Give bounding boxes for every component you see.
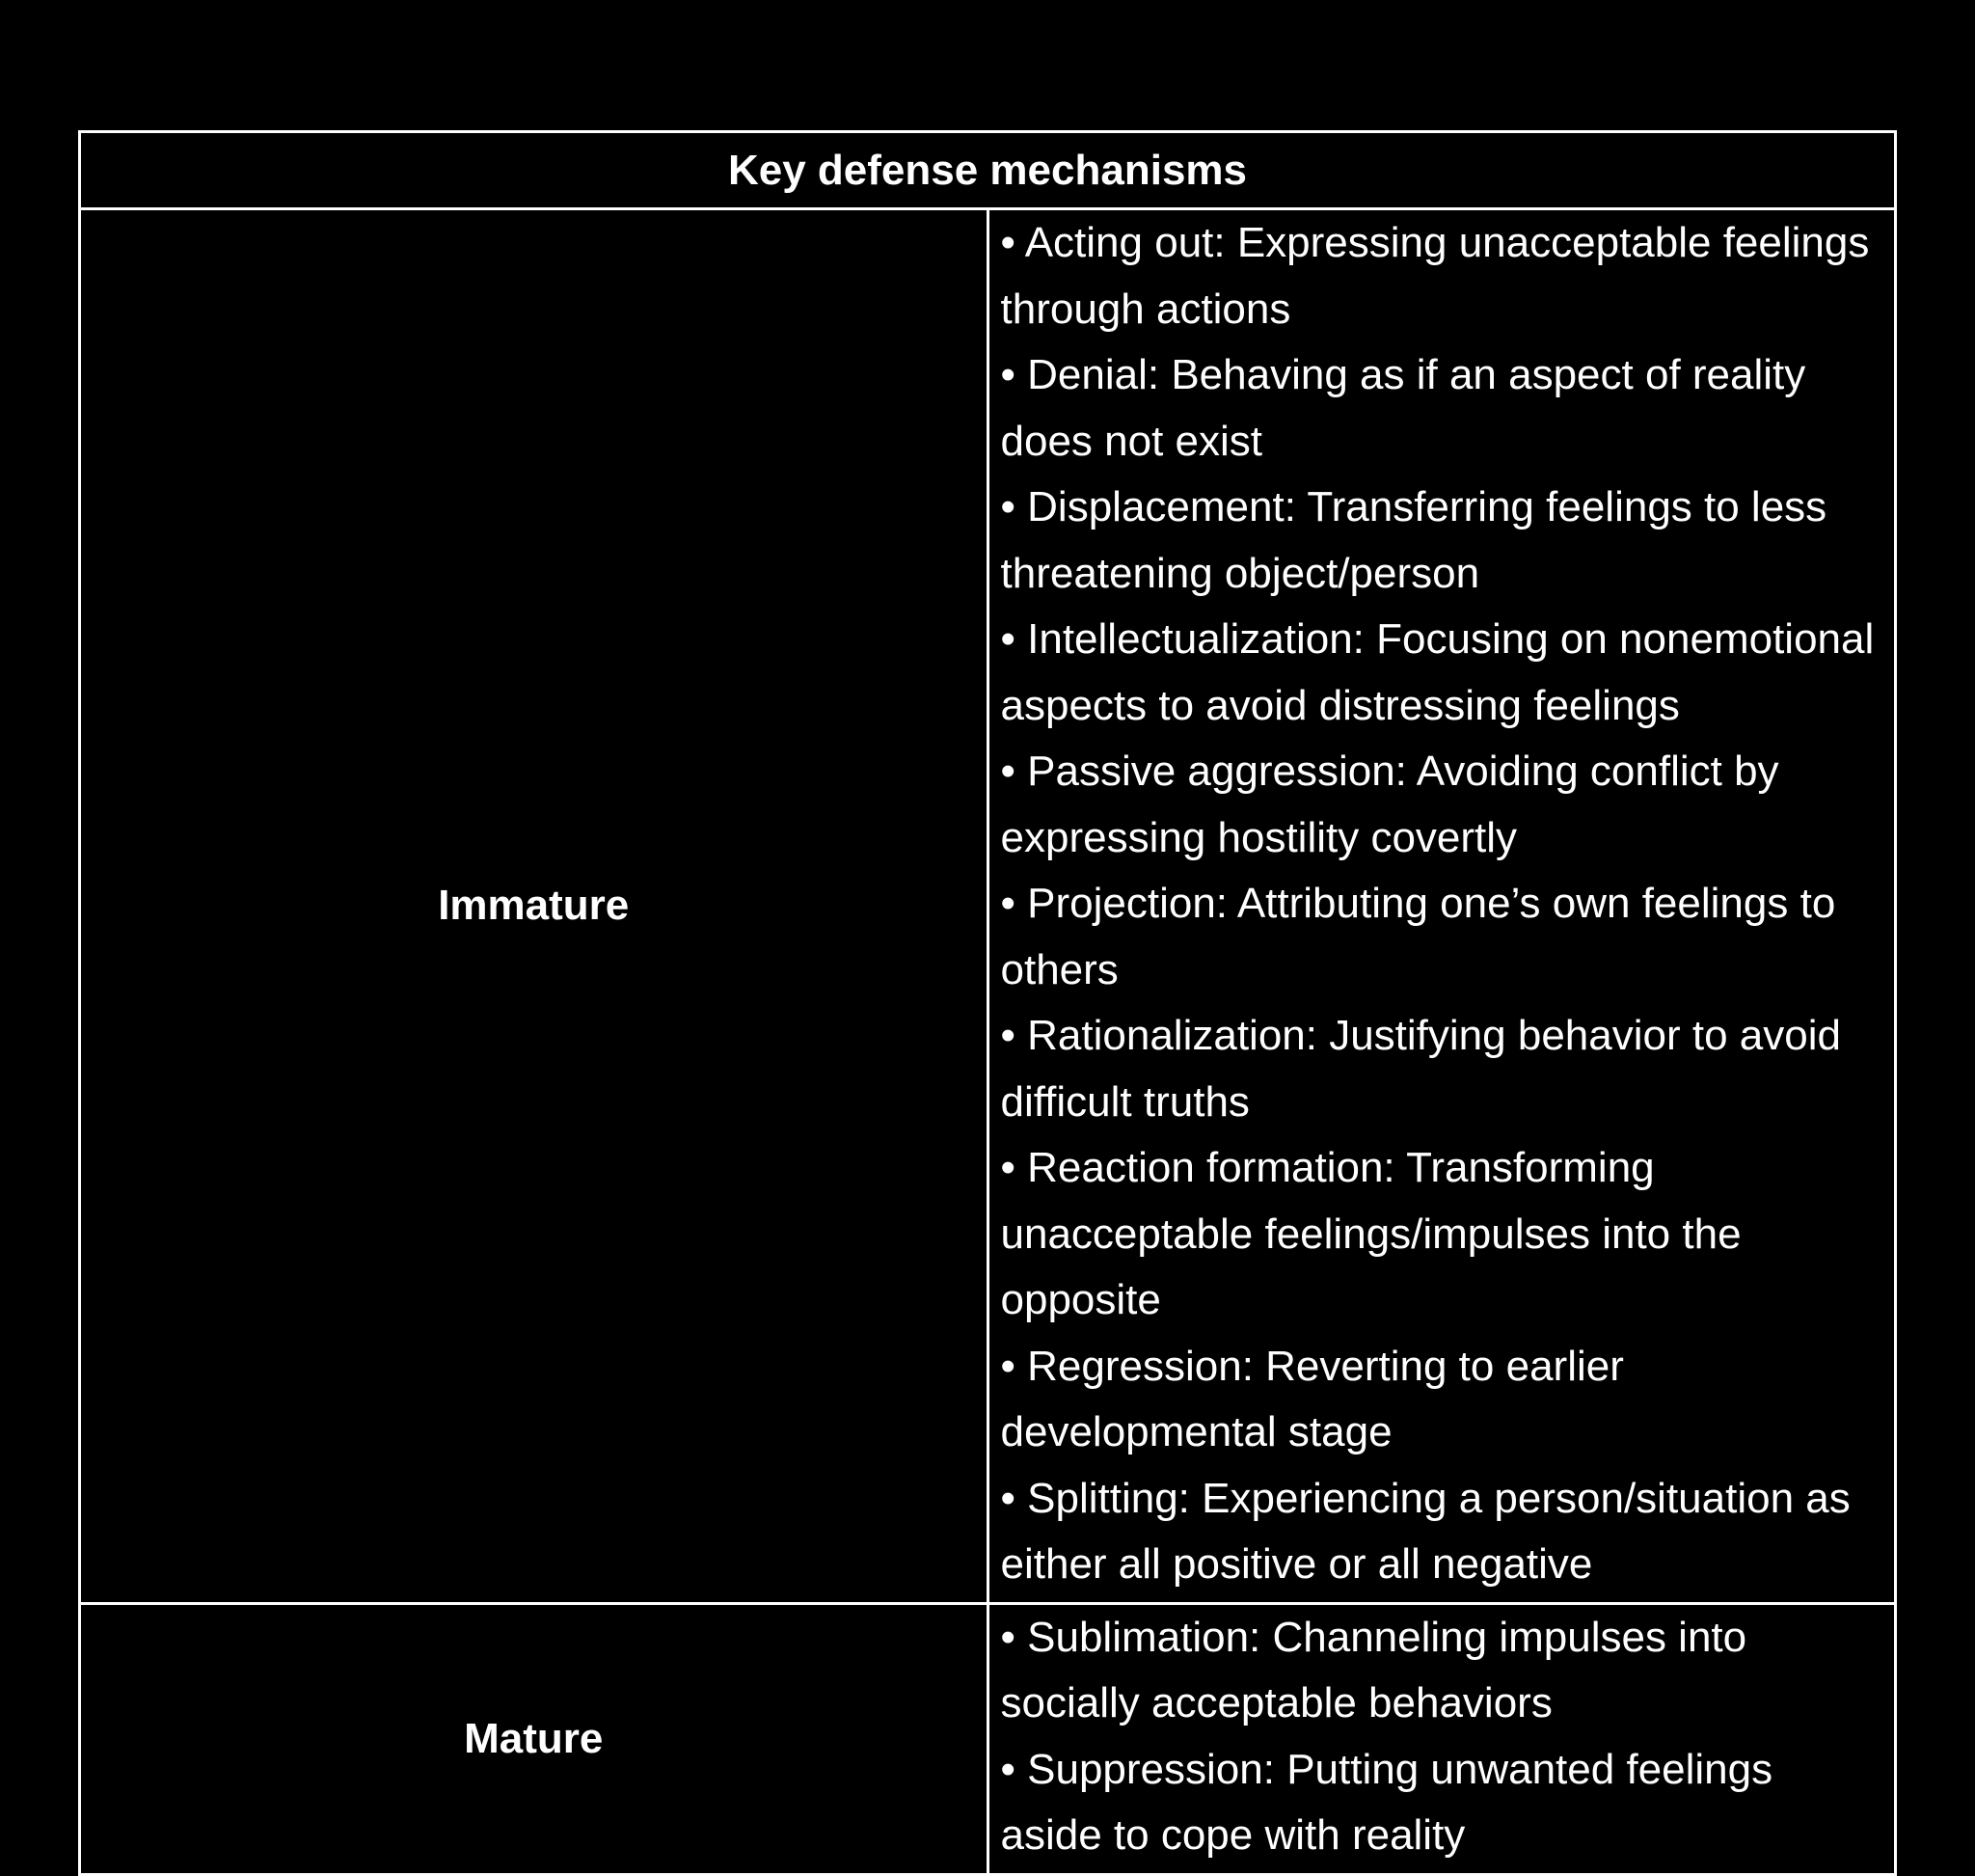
bullet-icon: • bbox=[1000, 615, 1015, 663]
item-text: Sublimation: Channeling impulses into socially acceptable behaviors bbox=[1000, 1613, 1747, 1726]
bullet-icon: • bbox=[1000, 1144, 1015, 1191]
table-row-immature bbox=[80, 209, 1896, 1604]
bullet-icon: • bbox=[1000, 351, 1015, 398]
bullet-icon: • bbox=[1000, 219, 1015, 266]
list-item bbox=[1001, 1003, 1885, 1135]
category-label-mature: Mature bbox=[80, 1603, 988, 1874]
bullet-icon: • bbox=[1000, 1613, 1015, 1661]
list-item bbox=[1001, 1334, 1885, 1466]
list-item bbox=[1001, 1135, 1885, 1334]
list-item bbox=[1001, 1605, 1885, 1737]
list-item bbox=[1001, 871, 1885, 1003]
item-text: Regression: Reverting to earlier developmental stage bbox=[1000, 1342, 1624, 1455]
list-item bbox=[1001, 475, 1885, 607]
list-item bbox=[1001, 210, 1885, 342]
list-item bbox=[1001, 607, 1885, 739]
list-item bbox=[1001, 342, 1885, 475]
table-header-row bbox=[80, 132, 1896, 209]
item-text: Passive aggression: Avoiding conflict by expressing hostility covertly bbox=[1000, 748, 1779, 861]
bullet-icon: • bbox=[1000, 1342, 1015, 1390]
items-list-immature bbox=[988, 209, 1896, 1604]
item-text: Splitting: Experiencing a person/situation as either all positive or all negative bbox=[1000, 1474, 1851, 1588]
item-text: Rationalization: Justifying behavior to avoid difficult truths bbox=[1000, 1012, 1841, 1126]
bullet-icon: • bbox=[1000, 1474, 1015, 1522]
items-list-mature bbox=[988, 1603, 1896, 1874]
table-title: Key defense mechanisms bbox=[80, 132, 1896, 209]
item-text: Reaction formation: Transforming unacceptable feelings/impulses into the opposite bbox=[1000, 1144, 1742, 1323]
item-text: Suppression: Putting unwanted feelings aside to cope with reality bbox=[1000, 1745, 1773, 1859]
item-text: Denial: Behaving as if an aspect of reality does not exist bbox=[1000, 351, 1806, 465]
bullet-icon: • bbox=[1000, 880, 1015, 927]
item-text: Displacement: Transferring feelings to less threatening object/person bbox=[1000, 483, 1827, 597]
category-label-immature: Immature bbox=[80, 209, 988, 1604]
table-row-mature bbox=[80, 1603, 1896, 1874]
item-text: Acting out: Expressing unacceptable feelings through actions bbox=[1000, 219, 1870, 333]
item-text: Projection: Attributing one’s own feelings to others bbox=[1000, 880, 1836, 993]
list-item bbox=[1001, 1466, 1885, 1598]
list-item bbox=[1001, 739, 1885, 871]
bullet-icon: • bbox=[1000, 748, 1015, 795]
bullet-icon: • bbox=[1000, 483, 1015, 530]
bullet-icon: • bbox=[1000, 1012, 1015, 1059]
bullet-icon: • bbox=[1000, 1745, 1015, 1793]
item-text: Intellectualization: Focusing on nonemotional aspects to avoid distressing feelings bbox=[1000, 615, 1875, 729]
defense-mechanisms-table bbox=[78, 130, 1897, 1876]
list-item bbox=[1001, 1737, 1885, 1869]
